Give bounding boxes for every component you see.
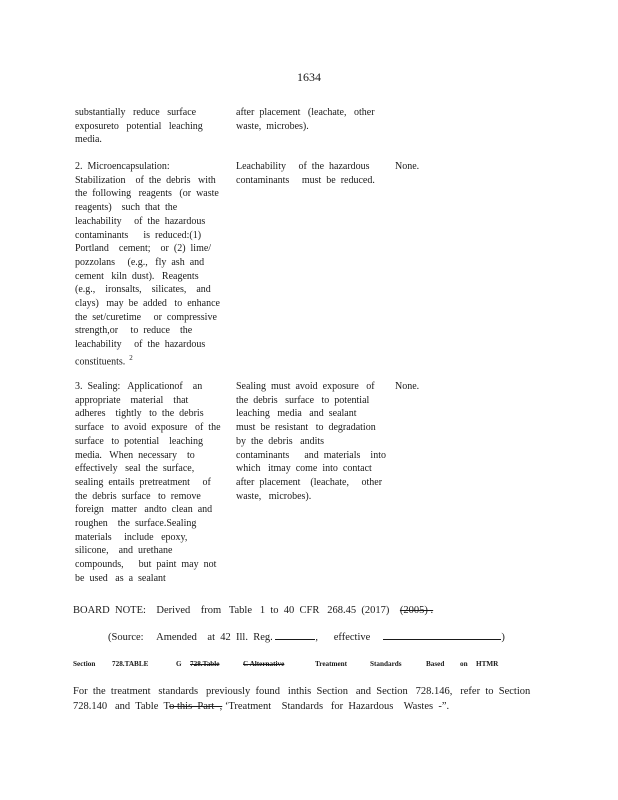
board-note-struck: (2005) .: [399, 605, 434, 616]
source-prefix: (Source: Amended at 42 Ill. Reg.: [108, 632, 273, 643]
final-line2-end: ‘Treatment Standards for Hazardous Wastes -”.: [222, 701, 450, 712]
footnote-marker: 2: [129, 353, 133, 362]
row3-standard: Sealing must avoid exposure of the debris surface to potential leaching media and sealant must be resistant to degradation by the debris andits contaminants and materials into which itmay come into contact after placement (leachate, other waste, microbes).: [236, 381, 386, 502]
row2-technology: [75, 160, 230, 369]
board-note-text: BOARD NOTE: Derived from Table 1 to 40 CFR 268.45 (2017): [73, 605, 390, 616]
board-note: [73, 605, 433, 616]
based-word: Based: [426, 660, 445, 668]
table-label: 728.TABLE: [112, 660, 149, 668]
row3-technology: 3. Sealing: Applicationof an appropriate material that adheres tightly to the debris surface to avoid exposure of the surface to potential leaching media. When necessary to effectively seal the surface, sealing entails pretreatment of the debris surface to remove foreign matter andto clean and roughen the surface.Sealing materials include epoxy, silicone, and urethane compounds, but paint may not be used as a sealant: [75, 381, 221, 584]
final-paragraph-line2: [73, 699, 533, 714]
page-number: 1634: [297, 70, 321, 84]
source-line: [108, 632, 505, 643]
reg-blank: [275, 639, 315, 640]
final-line2-struck: o this Part ,: [169, 701, 223, 712]
row2-technology-text: 2. Microencapsulation: Stabilization of the debris with the following reagents (or waste reagents) such that the leachability of the hazardous contaminants is reduced:(1) Portland cement; or (2) lime/ pozzolans (e.g., fly ash and cement kiln dust). Reagents (e.g., ironsalts, silicates, and clays) may be added to enhance the set/curetime or compressive strength,or to reduce the leachability of the hazardous constituents.: [75, 161, 220, 368]
section-label: Section: [73, 660, 96, 668]
on-word: on: [460, 660, 468, 668]
row1-standard: after placement (leachate, other waste, microbes).: [236, 107, 375, 132]
row2-restrictions: None.: [395, 161, 420, 172]
row1-technology: substantially reduce surface exposureto potential leaching media.: [75, 107, 203, 146]
table-letter: G: [176, 660, 182, 668]
final-paragraph-line1: For the treatment standards previously found inthis Section and Section 728.146, refer to Section: [73, 686, 531, 697]
standards-word: Standards: [370, 660, 402, 668]
struck-table-label: 728.Table: [190, 660, 220, 668]
struck-alternative: C Alternative: [243, 660, 285, 668]
row2-standard: Leachability of the hazardous contaminants must be reduced.: [236, 161, 375, 186]
effective-blank: [383, 639, 501, 640]
source-suffix: ): [501, 632, 505, 643]
source-middle: , effective: [315, 632, 371, 643]
treatment-word: Treatment: [315, 660, 348, 668]
row3-restrictions: None.: [395, 381, 420, 392]
htmr-word: HTMR: [476, 660, 499, 668]
final-line2-start: 728.140 and Table T: [73, 701, 170, 712]
